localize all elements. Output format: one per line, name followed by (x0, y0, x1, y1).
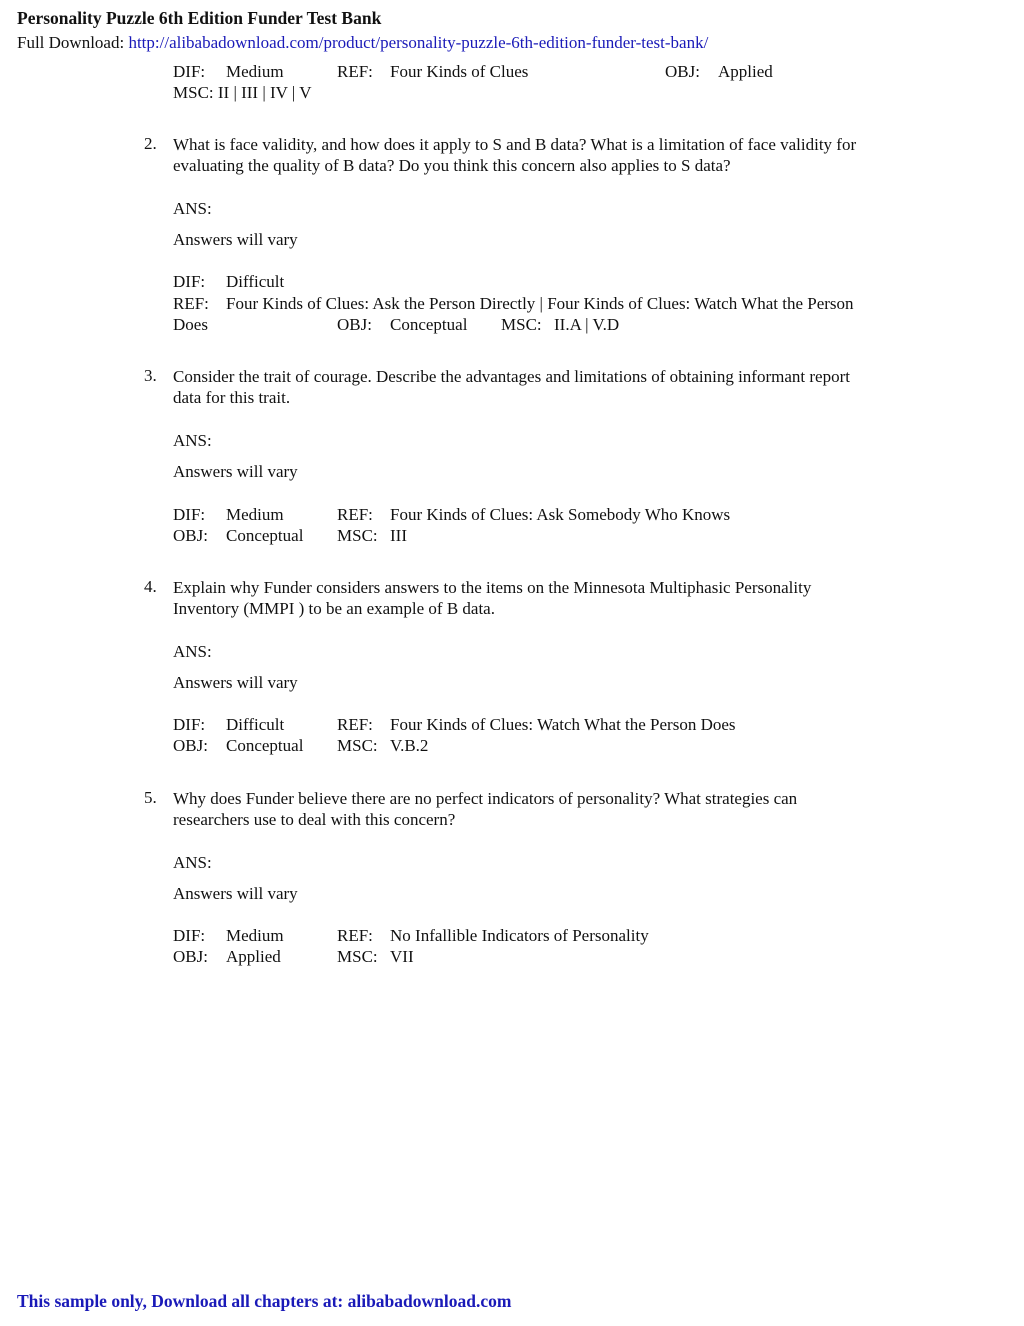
ref-value-continued: Does (173, 315, 208, 334)
dif-value: Medium (226, 926, 284, 945)
dif-value: Medium (226, 505, 284, 524)
msc-key: MSC: (337, 526, 378, 545)
q1-obj-key: OBJ: (665, 62, 700, 81)
answer-text: Answers will vary (173, 884, 298, 903)
obj-value: Conceptual (226, 736, 304, 755)
msc-key: MSC: (501, 315, 542, 334)
question-text-line2: evaluating the quality of B data? Do you think this concern also applies to S data? (173, 156, 731, 175)
question-number: 4. (144, 577, 157, 596)
q1-ref-key: REF: (337, 62, 373, 81)
ref-key: REF: (173, 294, 209, 313)
msc-value: III (390, 526, 407, 545)
dif-key: DIF: (173, 715, 206, 734)
question-text-line1: Consider the trait of courage. Describe the advantages and limitations of obtaining informant report (173, 367, 850, 386)
msc-key: MSC: (337, 736, 378, 755)
obj-key: OBJ: (173, 736, 208, 755)
answer-text: Answers will vary (173, 462, 298, 481)
question-text-line2: researchers use to deal with this concern? (173, 810, 456, 829)
obj-key: OBJ: (337, 315, 372, 334)
answer-text: Answers will vary (173, 230, 298, 249)
q1-dif-key: DIF: (173, 62, 206, 81)
question-number: 5. (144, 788, 157, 807)
q1-obj-value: Applied (718, 62, 773, 81)
question-text-line2: Inventory (MMPI ) to be an example of B data. (173, 599, 495, 618)
ref-value: Four Kinds of Clues: Ask Somebody Who Knows (390, 505, 731, 524)
obj-value: Conceptual (226, 526, 304, 545)
obj-value: Conceptual (390, 315, 468, 334)
msc-value: II.A | V.D (554, 315, 620, 334)
ref-key: REF: (337, 505, 373, 524)
obj-key: OBJ: (173, 947, 208, 966)
ref-key: REF: (337, 926, 373, 945)
document-title: Personality Puzzle 6th Edition Funder Test Bank (17, 8, 382, 28)
dif-value: Difficult (226, 272, 285, 291)
question-number: 3. (144, 366, 157, 385)
msc-value: V.B.2 (390, 736, 429, 755)
question-text-line1: Why does Funder believe there are no perfect indicators of personality? What strategies can (173, 789, 798, 808)
download-link[interactable]: http://alibabadownload.com/product/personality-puzzle-6th-edition-funder-test-bank/ (128, 33, 709, 52)
obj-value: Applied (226, 947, 281, 966)
ans-label: ANS: (173, 431, 212, 450)
dif-value: Difficult (226, 715, 285, 734)
q1-dif-value: Medium (226, 62, 284, 81)
msc-value: VII (390, 947, 414, 966)
question-text-line1: What is face validity, and how does it apply to S and B data? What is a limitation of face validity for (173, 135, 857, 154)
ref-value: Four Kinds of Clues: Ask the Person Directly | Four Kinds of Clues: Watch What the Person (226, 294, 854, 313)
obj-key: OBJ: (173, 526, 208, 545)
ref-key: REF: (337, 715, 373, 734)
dif-key: DIF: (173, 505, 206, 524)
ans-label: ANS: (173, 642, 212, 661)
question-text-line1: Explain why Funder considers answers to the items on the Minnesota Multiphasic Personality (173, 578, 812, 597)
ref-value: No Infallible Indicators of Personality (390, 926, 649, 945)
question-number: 2. (144, 134, 157, 153)
q1-msc: MSC: II | III | IV | V (173, 83, 312, 102)
ref-value: Four Kinds of Clues: Watch What the Person Does (390, 715, 736, 734)
dif-key: DIF: (173, 272, 206, 291)
dif-key: DIF: (173, 926, 206, 945)
footer-promo: This sample only, Download all chapters at: alibabadownload.com (17, 1291, 512, 1311)
ans-label: ANS: (173, 853, 212, 872)
msc-key: MSC: (337, 947, 378, 966)
q1-ref-value: Four Kinds of Clues (390, 62, 529, 81)
download-label: Full Download: (17, 33, 125, 52)
download-row (17, 33, 708, 53)
question-text-line2: data for this trait. (173, 388, 291, 407)
answer-text: Answers will vary (173, 673, 298, 692)
ans-label: ANS: (173, 199, 212, 218)
